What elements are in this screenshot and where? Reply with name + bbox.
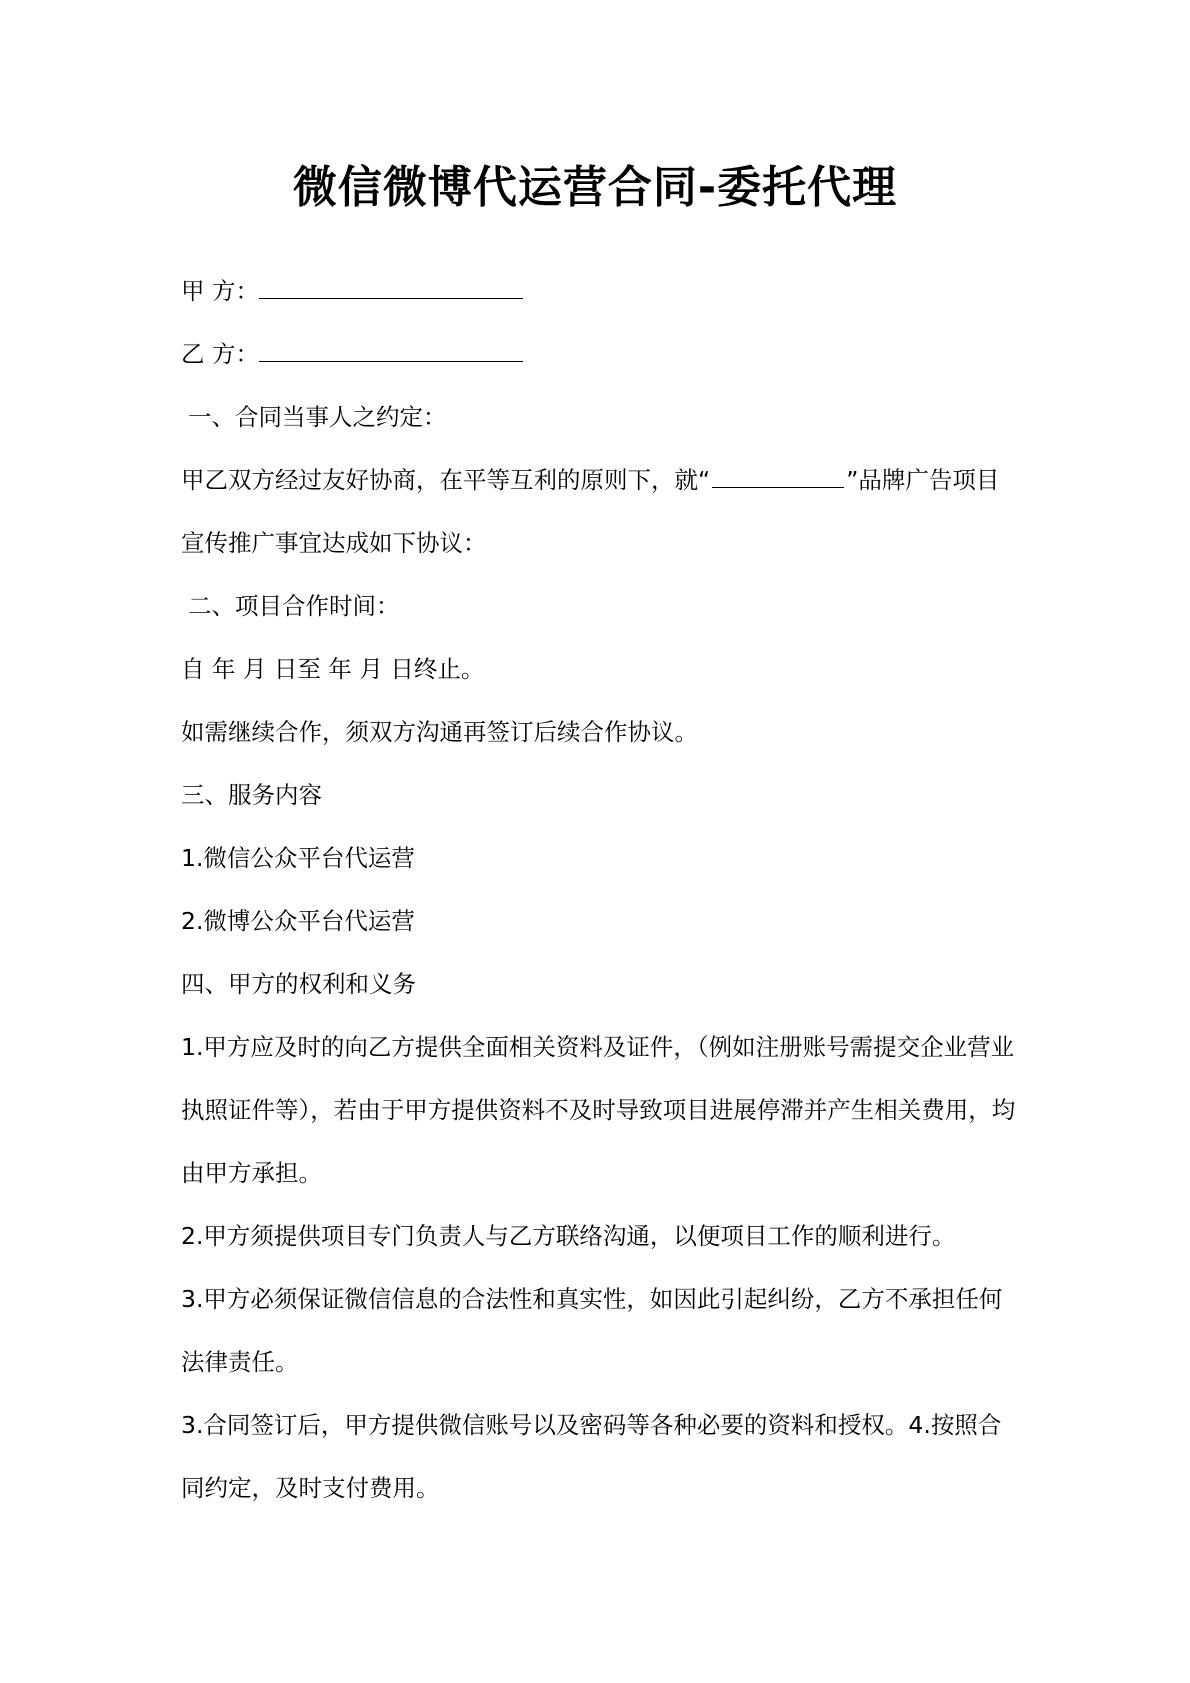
document-body xyxy=(181,260,1021,1520)
party-a-label: 甲 方： xyxy=(181,277,259,305)
document-title: 微信微博代运营合同-委托代理 xyxy=(292,162,898,213)
section4-item-2: 2.甲方须提供项目专门负责人与乙方联络沟通，以便项目工作的顺利进行。 xyxy=(181,1222,956,1250)
section2-renew: 如需继续合作，须双方沟通再签订后续合作协议。 xyxy=(181,718,698,746)
section3-heading: 三、服务内容 xyxy=(181,781,322,809)
party-b-blank xyxy=(259,339,523,362)
section4-item-4: 3.合同签订后，甲方提供微信账号以及密码等各种必要的资料和授权。4.按照合同约定，及时支付费用。 xyxy=(181,1411,1002,1502)
party-a-line xyxy=(181,260,1021,323)
section1-text xyxy=(181,449,1021,575)
section1-text-before: 甲乙双方经过友好协商，在平等互利的原则下，就“ xyxy=(181,466,711,494)
section3-item-2: 2.微博公众平台代运营 xyxy=(181,907,415,935)
section1-text-after: ”品牌广告项目宣传推广事宜达成如下协议： xyxy=(181,466,1000,557)
section4-item-3: 3.甲方必须保证微信信息的合法性和真实性，如因此引起纠纷，乙方不承担任何法律责任。 xyxy=(181,1285,1003,1376)
section4-heading: 四、甲方的权利和义务 xyxy=(181,970,416,998)
section1-heading: 一、合同当事人之约定： xyxy=(188,403,447,431)
section2-heading: 二、项目合作时间： xyxy=(188,592,400,620)
section3-item-1: 1.微信公众平台代运营 xyxy=(181,844,415,872)
party-a-blank xyxy=(259,276,523,299)
party-b-line xyxy=(181,323,1021,386)
section2-period: 自 年 月 日至 年 月 日终止。 xyxy=(181,655,485,683)
section4-item-1: 1.甲方应及时的向乙方提供全面相关资料及证件，（例如注册账号需提交企业营业执照证件等），若由于甲方提供资料不及时导致项目进展停滞并产生相关费用，均由甲方承担。 xyxy=(181,1033,1016,1187)
brand-blank xyxy=(712,465,844,488)
party-b-label: 乙 方： xyxy=(181,340,259,368)
